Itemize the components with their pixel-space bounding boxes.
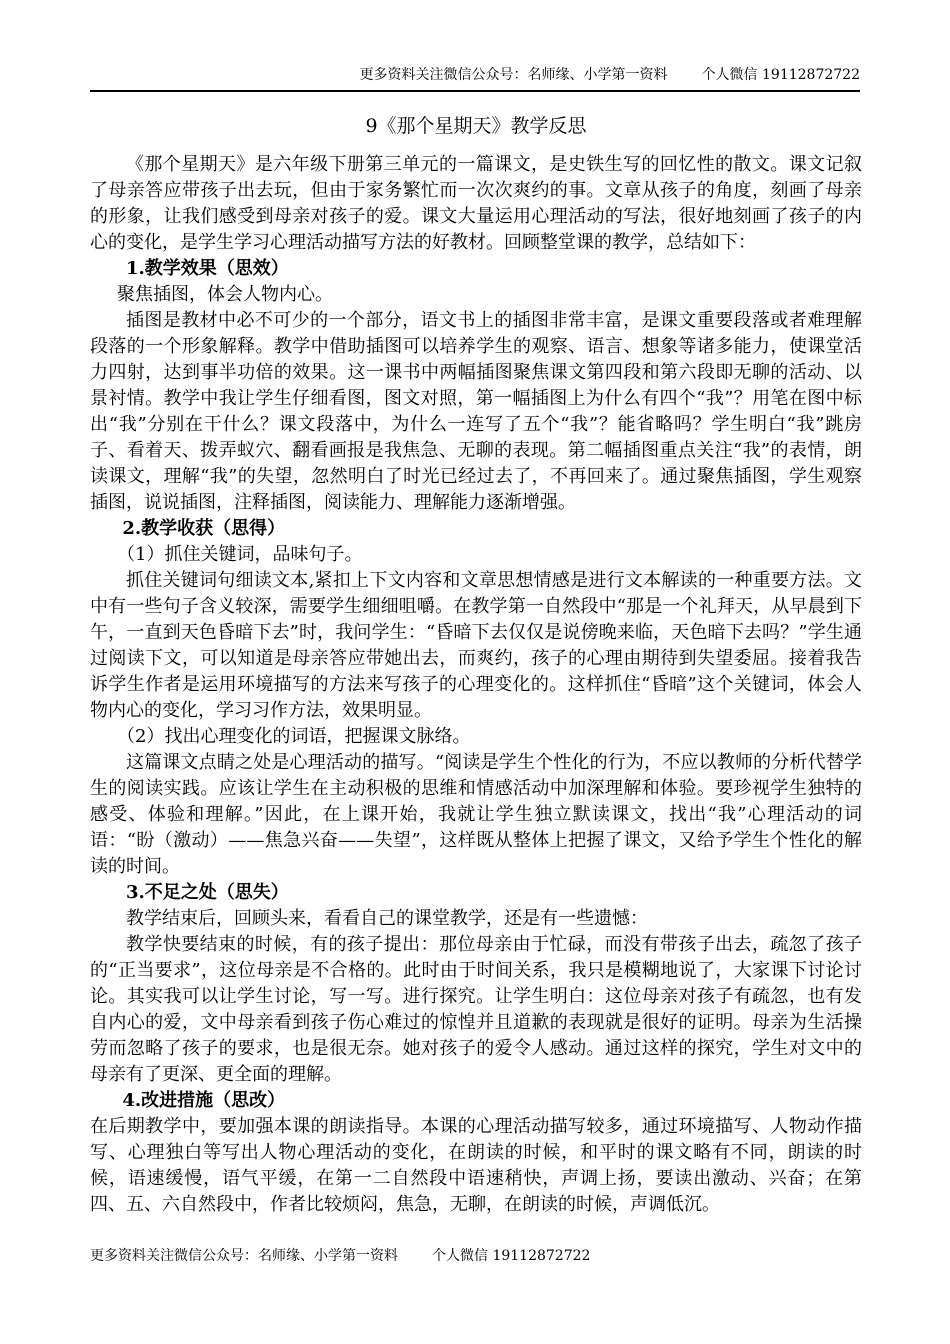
section-4-heading: 4.改进措施（思改） [122, 1090, 286, 1111]
footer-promo-text: 更多资料关注微信公众号：名师缘、小学第一资料 [90, 1248, 398, 1264]
footer-contact-text: 个人微信 19112872722 [432, 1248, 591, 1264]
header-promo-text: 更多资料关注微信公众号：名师缘、小学第一资料 [359, 67, 668, 83]
section-1-subtitle: 聚焦插图，体会人物内心。 [117, 284, 333, 305]
section-1-paragraph: 插图是教材中必不可少的一个部分，语文书上的插图非常丰富，是课文重要段落或者难理解段落的一个形象解释。教学中借助插图可以培养学生的观察、语言、想象等诸多能力，使课堂活力四射，达到事半功倍的效果。这一课书中两幅插图聚焦课文第四段和第六段即无聊的活动、以景衬情。教学中我让学生仔细看图，图文对照，第一幅插图上为什么有四个“我”？用笔在图中标出“我”分别在干什么？课文段落中，为什么一连写了五个“我”？能省略吗？学生明白“我”跳房子、看着天、拨弄蚁穴、翻看画报是我焦急、无聊的表现。第二幅插图重点关注“我”的表情，朗读课文，理解“我”的失望，忽然明白了时光已经过去了，不再回来了。通过聚焦插图，学生观察插图，说说插图，注释插图，阅读能力、理解能力逐渐增强。 [90, 310, 862, 513]
page-header [90, 66, 860, 92]
section-3-paragraph-1: 教学结束后，回顾头来，看看自己的课堂教学，还是有一些遗憾： [126, 908, 648, 929]
section-3-paragraph-2: 教学快要结束的时候，有的孩子提出：那位母亲由于忙碌，而没有带孩子出去，疏忽了孩子的“正当要求”，这位母亲是不合格的。此时由于时间关系，我只是模糊地说了，大家课下讨论讨论。其实我可以让学生讨论，写一写。进行探究。让学生明白：这位母亲对孩子有疏忽，也有发自内心的爱，文中母亲看到孩子伤心难过的惊惶并且道歉的表现就是很好的证明。母亲为生活操劳而忽略了孩子的要求，也是很无奈。她对孩子的爱令人感动。通过这样的探究，学生对文中的母亲有了更深、更全面的理解。 [90, 934, 862, 1085]
document-body [90, 106, 862, 1218]
section-3-heading: 3.不足之处（思失） [126, 882, 289, 903]
section-2-paragraph-1: 抓住关键词句细读文本,紧扣上下文内容和文章思想情感是进行文本解读的一种重要方法。文中有一些句子含义较深，需要学生细细咀嚼。在教学第一自然段中“那是一个礼拜天，从早晨到下午，一直到天色昏暗下去”时，我问学生：“昏暗下去仅仅是说傍晚来临，天色暗下去吗？”学生通过阅读下文，可以知道是母亲答应带她出去，而爽约，孩子的心理由期待到失望委屈。接着我告诉学生作者是运用环境描写的方法来写孩子的心理变化的。这样抓住“昏暗”这个关键词，体会人物内心的变化，学习习作方法，效果明显。 [90, 570, 862, 721]
section-2-subtitle-2: （2）找出心理变化的词语，把握课文脉络。 [117, 726, 471, 747]
section-4-paragraph: 在后期教学中，要加强本课的朗读指导。本课的心理活动描写较多，通过环境描写、人物动作描写、心理独白等写出人物心理活动的变化，在朗读的时候，和平时的课文略有不同，朗读的时候，语速缓慢，语气平缓，在第一二自然段中语速稍快，声调上扬，要读出激动、兴奋；在第四、五、六自然段中，作者比较烦闷，焦急，无聊，在朗读的时候，声调低沉。 [90, 1116, 862, 1215]
intro-paragraph: 《那个星期天》是六年级下册第三单元的一篇课文，是史铁生写的回忆性的散文。课文记叙了母亲答应带孩子出去玩，但由于家务繁忙而一次次爽约的事。文章从孩子的角度，刻画了母亲的形象，让我们感受到母亲对孩子的爱。课文大量运用心理活动的写法，很好地刻画了孩子的内心的变化，是学生学习心理活动描写方法的好教材。回顾整堂课的教学，总结如下： [90, 154, 862, 253]
section-2-paragraph-2: 这篇课文点睛之处是心理活动的描写。“阅读是学生个性化的行为，不应以教师的分析代替学生的阅读实践。应该让学生在主动积极的思维和情感活动中加深理解和体验。要珍视学生独特的感受、体验和理解。”因此，在上课开始，我就让学生独立默读课文，找出“我”心理活动的词语：“盼（激动）——焦急兴奋——失望”，这样既从整体上把握了课文，又给予学生个性化的解读的时间。 [90, 752, 862, 877]
header-contact-text: 个人微信 19112872722 [701, 67, 860, 83]
section-2-heading: 2.教学收获（思得） [122, 518, 286, 539]
section-2-subtitle-1: （1）抓住关键词，品味句子。 [117, 544, 363, 565]
section-1-heading: 1.教学效果（思效） [126, 258, 289, 279]
page-footer [90, 1247, 590, 1265]
page-title: 9《那个星期天》教学反思 [365, 115, 587, 137]
